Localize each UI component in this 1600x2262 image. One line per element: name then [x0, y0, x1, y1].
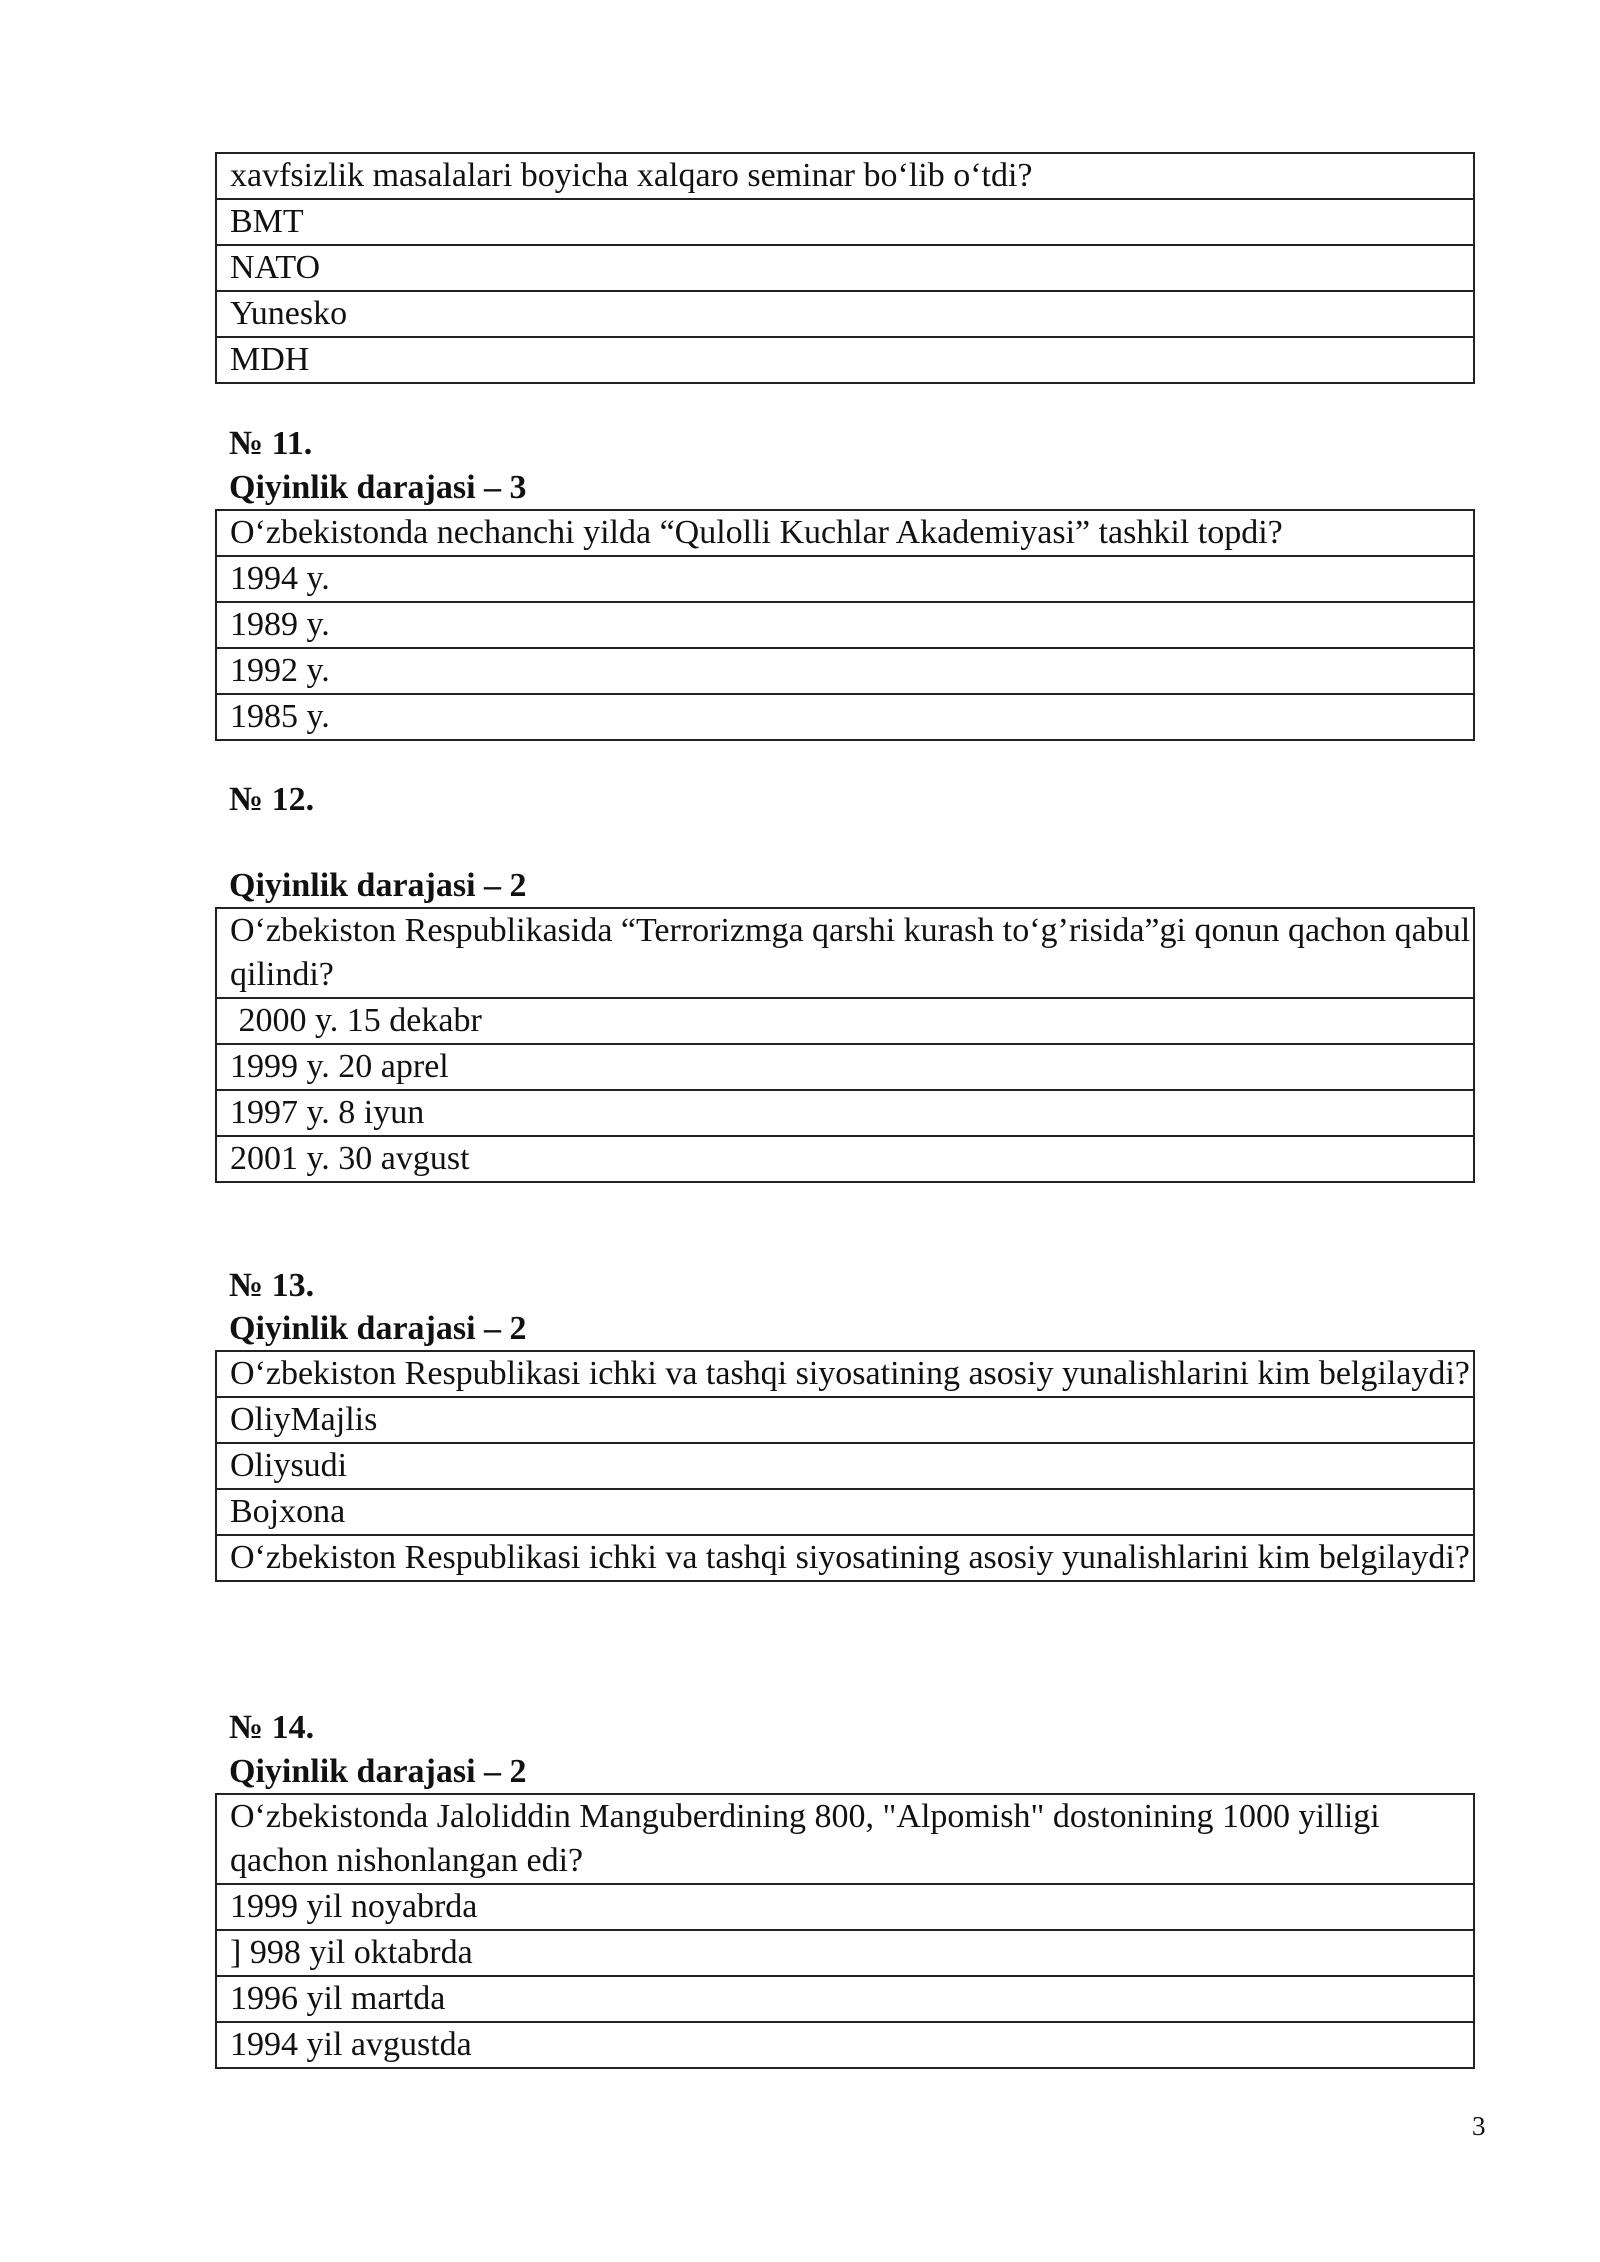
- answer-option: [216, 602, 1474, 648]
- question-table-12: [215, 907, 1475, 1183]
- answer-option-text: 1992 y.: [216, 648, 1474, 694]
- answer-option: [216, 1136, 1474, 1182]
- difficulty-level-13: Qiyinlik darajasi – 2: [229, 1310, 527, 1347]
- answer-option: [216, 245, 1474, 291]
- answer-option-text: 1985 y.: [216, 694, 1474, 740]
- answer-option: [216, 291, 1474, 337]
- answer-option-text: ] 998 yil oktabrda: [216, 1930, 1474, 1976]
- answer-option: [216, 199, 1474, 245]
- question-table-10: [215, 152, 1475, 384]
- question-text: xavfsizlik masalalari boyicha xalqaro seminar bo‘lib o‘tdi?: [216, 153, 1474, 199]
- answer-option-text: BMT: [216, 199, 1474, 245]
- answer-option: [216, 1930, 1474, 1976]
- question-text: O‘zbekistonda Jaloliddin Manguberdining 800, "Alpomish" dostonining 1000 yilligi qachon nishonlangan edi?: [216, 1794, 1474, 1884]
- answer-option: [216, 694, 1474, 740]
- answer-option: [216, 1090, 1474, 1136]
- answer-option-text: 1994 yil avgustda: [216, 2022, 1474, 2068]
- answer-option: [216, 1044, 1474, 1090]
- difficulty-level-11: Qiyinlik darajasi – 3: [229, 469, 527, 506]
- question-number-14: № 14.: [229, 1709, 315, 1746]
- answer-option-text: Oliysudi: [216, 1443, 1474, 1489]
- answer-option: [216, 1884, 1474, 1930]
- answer-option: [216, 1443, 1474, 1489]
- answer-option-text: MDH: [216, 337, 1474, 383]
- answer-option: [216, 1535, 1474, 1581]
- answer-option-text: 1997 y. 8 iyun: [216, 1090, 1474, 1136]
- difficulty-level-14: Qiyinlik darajasi – 2: [229, 1753, 527, 1790]
- answer-option-text: 1994 y.: [216, 556, 1474, 602]
- question-row: [216, 1794, 1474, 1884]
- answer-option: [216, 1397, 1474, 1443]
- question-number-12: № 12.: [229, 781, 315, 818]
- answer-option-text: 1989 y.: [216, 602, 1474, 648]
- question-table-14: [215, 1793, 1475, 2069]
- answer-option-text: 1996 yil martda: [216, 1976, 1474, 2022]
- answer-option: [216, 337, 1474, 383]
- answer-option: [216, 556, 1474, 602]
- question-row: [216, 510, 1474, 556]
- answer-option-text: Bojxona: [216, 1489, 1474, 1535]
- answer-option-text: OliyMajlis: [216, 1397, 1474, 1443]
- question-table-11: [215, 509, 1475, 741]
- answer-option: [216, 998, 1474, 1044]
- answer-option: [216, 1976, 1474, 2022]
- question-number-11: № 11.: [229, 425, 313, 462]
- page-number: 3: [1472, 2111, 1486, 2141]
- question-text: O‘zbekiston Respublikasida “Terrorizmga qarshi kurash to‘g’risida”gi qonun qachon qabul qilindi?: [216, 908, 1474, 998]
- answer-option: [216, 1489, 1474, 1535]
- answer-option-text: O‘zbekiston Respublikasi ichki va tashqi siyosatining asosiy yunalishlarini kim belgilaydi?: [216, 1535, 1474, 1581]
- answer-option: [216, 2022, 1474, 2068]
- answer-option-text: NATO: [216, 245, 1474, 291]
- answer-option-text: 2001 y. 30 avgust: [216, 1136, 1474, 1182]
- answer-option-text: 2000 y. 15 dekabr: [216, 998, 1474, 1044]
- question-row: [216, 153, 1474, 199]
- question-text: O‘zbekiston Respublikasi ichki va tashqi siyosatining asosiy yunalishlarini kim belgilaydi?: [216, 1351, 1474, 1397]
- answer-option-text: 1999 yil noyabrda: [216, 1884, 1474, 1930]
- question-text: O‘zbekistonda nechanchi yilda “Qulolli Kuchlar Akademiyasi” tashkil topdi?: [216, 510, 1474, 556]
- answer-option: [216, 648, 1474, 694]
- difficulty-level-12: Qiyinlik darajasi – 2: [229, 867, 527, 904]
- answer-option-text: 1999 y. 20 aprel: [216, 1044, 1474, 1090]
- answer-option-text: Yunesko: [216, 291, 1474, 337]
- question-table-13: [215, 1350, 1475, 1582]
- question-row: [216, 1351, 1474, 1397]
- question-number-13: № 13.: [229, 1267, 315, 1304]
- question-row: [216, 908, 1474, 998]
